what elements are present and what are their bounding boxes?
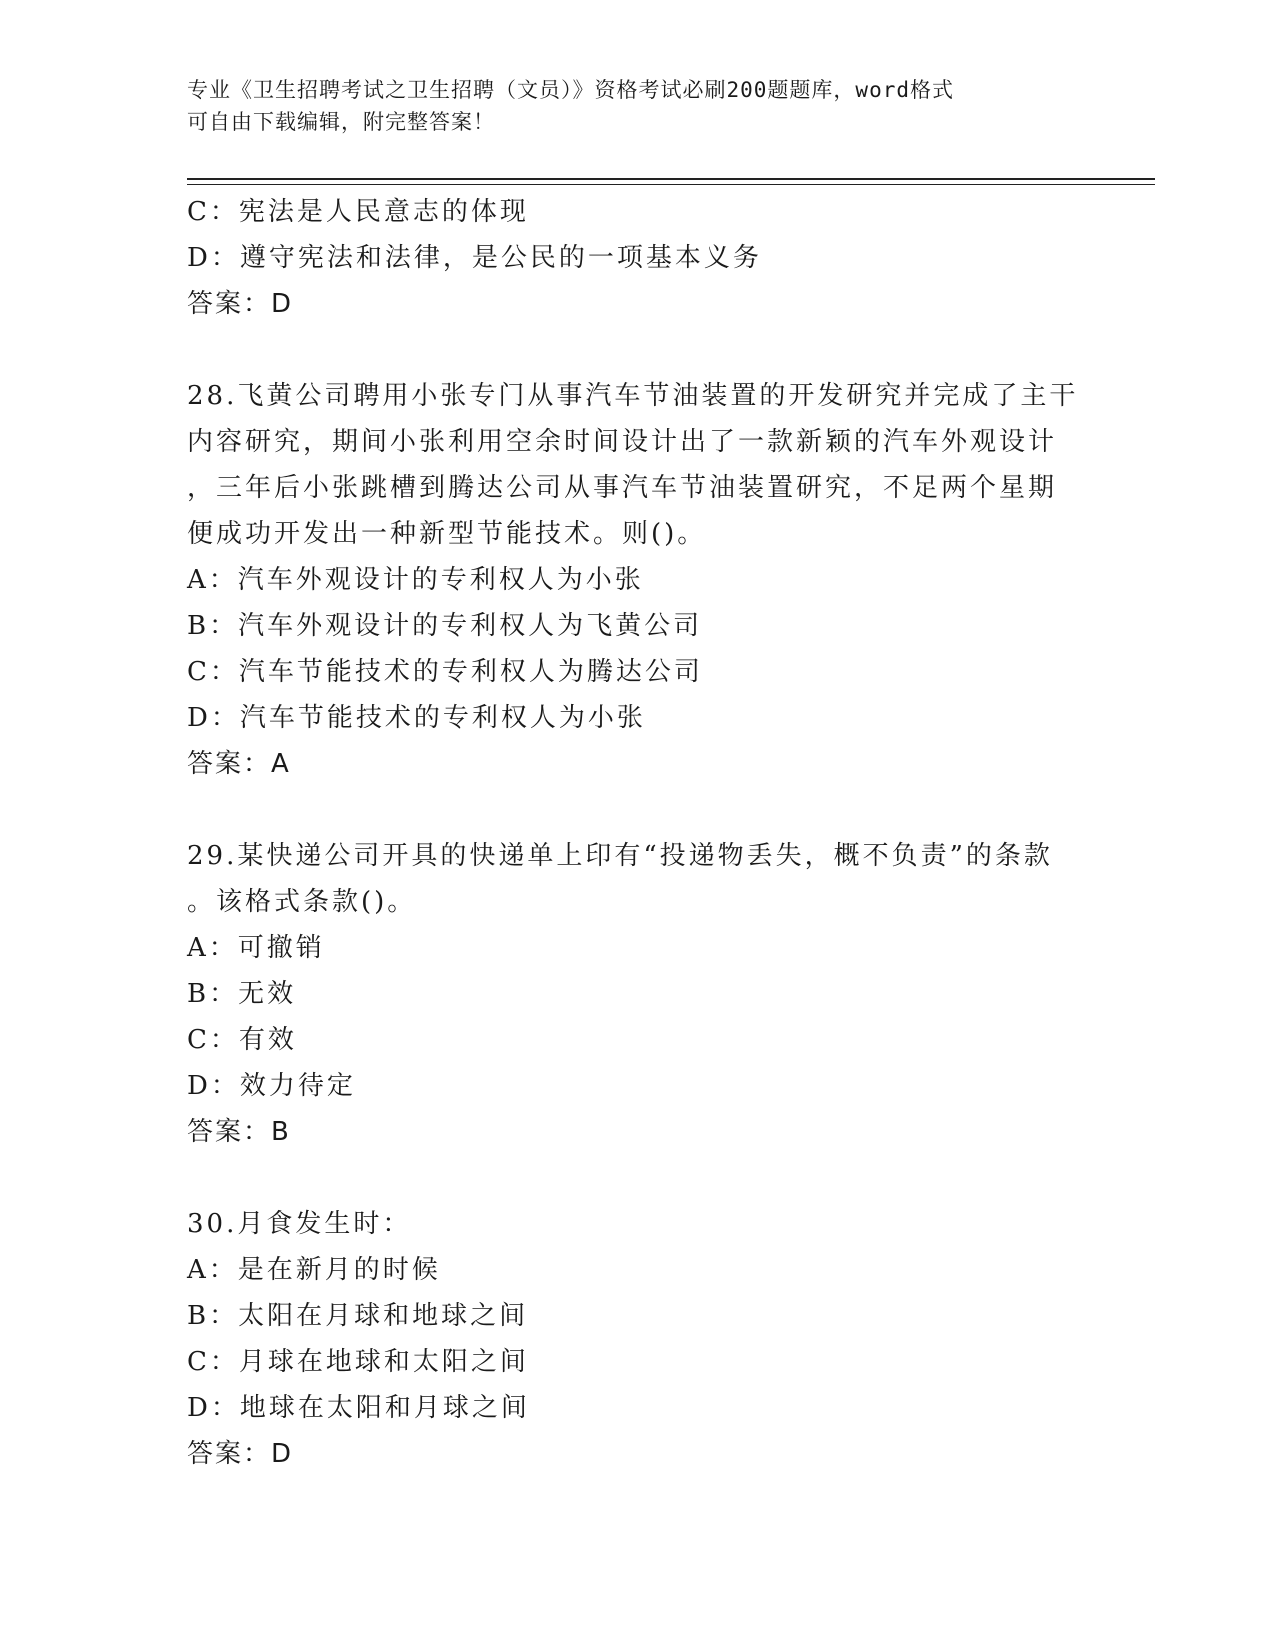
spacer [187,327,1087,373]
header-rule-thick [187,178,1155,180]
option-d: D：效力待定 [187,1071,356,1101]
question-30 [187,1201,1087,1477]
option-a: A：是在新月的时候 [187,1255,441,1285]
question-29 [187,833,1087,1155]
question-stem: 便成功开发出一种新型节能技术。则()。 [187,519,707,549]
document-header [187,74,1087,138]
option-a: A：汽车外观设计的专利权人为小张 [187,565,644,595]
option-b: B：无效 [187,979,297,1009]
question-stem: ，三年后小张跳槽到腾达公司从事汽车节油装置研究，不足两个星期 [187,473,1058,503]
spacer [187,1155,1087,1201]
option-d: D：遵守宪法和法律，是公民的一项基本义务 [187,243,762,273]
option-b: B：太阳在月球和地球之间 [187,1301,529,1331]
answer-line: 答案：D [187,1439,294,1469]
option-c: C：宪法是人民意志的体现 [187,197,529,227]
question-27-tail [187,189,1087,327]
option-d: D：地球在太阳和月球之间 [187,1393,530,1423]
option-d: D：汽车节能技术的专利权人为小张 [187,703,646,733]
spacer [187,787,1087,833]
question-stem: 。该格式条款()。 [187,887,417,917]
option-c: C：有效 [187,1025,297,1055]
question-stem: 内容研究，期间小张利用空余时间设计出了一款新颖的汽车外观设计 [187,427,1058,457]
question-stem: 29.某快递公司开具的快递单上印有“投递物丢失，概不负责”的条款 [187,841,1053,871]
header-rule-thin [187,184,1155,185]
question-stem: 28.飞黄公司聘用小张专门从事汽车节油装置的开发研究并完成了主干 [187,381,1079,411]
option-b: B：汽车外观设计的专利权人为飞黄公司 [187,611,703,641]
option-a: A：可撤销 [187,933,325,963]
question-stem: 30.月食发生时： [187,1209,412,1239]
answer-line: 答案：B [187,1117,291,1147]
question-content [187,189,1087,1477]
option-c: C：汽车节能技术的专利权人为腾达公司 [187,657,703,687]
option-c: C：月球在地球和太阳之间 [187,1347,529,1377]
answer-line: 答案：A [187,749,291,779]
question-28 [187,373,1087,787]
answer-line: 答案：D [187,289,294,319]
header-subtitle-line: 可自由下载编辑，附完整答案！ [187,110,495,134]
header-title-line: 专业《卫生招聘考试之卫生招聘（文员）》资格考试必刷200题题库，word格式 [187,78,954,102]
